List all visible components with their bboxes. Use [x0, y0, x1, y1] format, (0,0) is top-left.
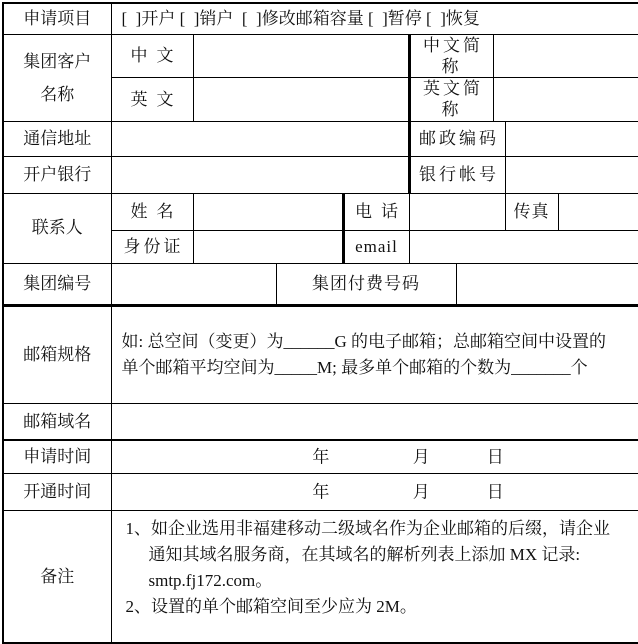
row-bank	[3, 156, 638, 193]
row-mailbox-domain	[3, 403, 638, 440]
bank-account-label: 银行帐号	[409, 156, 505, 193]
open-date-input-cell[interactable]	[111, 473, 638, 510]
postal-code-label: 邮政编码	[409, 121, 505, 156]
mailbox-spec-label: 邮箱规格	[3, 305, 111, 403]
row-group-number	[3, 263, 638, 305]
row-contact-name	[3, 193, 638, 230]
remarks-item1-line2: 通知其域名服务商，在其域名的解析列表上添加 MX 记录:	[112, 542, 638, 568]
contact-fax-input-cell[interactable]	[558, 193, 638, 230]
postal-code-input-cell[interactable]	[505, 121, 638, 156]
row-open-date	[3, 473, 638, 510]
remarks-item1-line3: smtp.fj172.com。	[112, 568, 638, 594]
mailbox-spec-text-cell[interactable]	[111, 305, 638, 403]
contact-phone-label: 电话	[343, 193, 409, 230]
group-customer-name-label-line1: 集团客户	[4, 45, 111, 78]
chinese-short-name-label: 中文简称	[409, 34, 493, 78]
contact-email-input-cell[interactable]	[409, 230, 638, 263]
remarks-item1-line1: 1、如企业选用非福建移动二级域名作为企业邮箱的后缀，请企业	[112, 516, 638, 542]
application-item-label: 申请项目	[3, 3, 111, 34]
application-form-table	[2, 2, 638, 644]
row-application-item	[3, 3, 638, 34]
contact-email-label: email	[343, 230, 409, 263]
apply-date-day-label: 日	[487, 446, 504, 467]
apply-date-input-cell[interactable]	[111, 440, 638, 473]
contact-name-label: 姓名	[111, 193, 193, 230]
mailbox-domain-input-cell[interactable]	[111, 403, 638, 440]
group-customer-name-label-line2: 名称	[4, 78, 111, 111]
row-apply-date	[3, 440, 638, 473]
group-payment-number-input-cell[interactable]	[456, 263, 638, 305]
row-group-name-chinese	[3, 34, 638, 78]
mailbox-domain-label: 邮箱域名	[3, 403, 111, 440]
contact-phone-input-cell[interactable]	[409, 193, 505, 230]
address-input-cell[interactable]	[111, 121, 409, 156]
open-date-day-label: 日	[487, 481, 504, 502]
contact-id-input-cell[interactable]	[193, 230, 343, 263]
row-remarks	[3, 510, 638, 643]
english-name-label: 英文	[111, 78, 193, 122]
application-item-checkbox-options[interactable]: [ ]开户 [ ]销户 [ ]修改邮箱容量 [ ]暂停 [ ]恢复	[111, 3, 638, 34]
contact-label: 联系人	[3, 193, 111, 263]
apply-date-month-label: 月	[413, 446, 430, 467]
remarks-text-cell	[111, 510, 638, 643]
bank-account-input-cell[interactable]	[505, 156, 638, 193]
apply-date-label: 申请时间	[3, 440, 111, 473]
group-number-label: 集团编号	[3, 263, 111, 305]
group-payment-number-label: 集团付费号码	[276, 263, 456, 305]
chinese-name-input-cell[interactable]	[193, 34, 409, 78]
english-name-input-cell[interactable]	[193, 78, 409, 122]
english-short-name-label: 英文简称	[409, 78, 493, 122]
bank-label: 开户银行	[3, 156, 111, 193]
open-date-label: 开通时间	[3, 473, 111, 510]
chinese-short-name-input-cell[interactable]	[493, 34, 638, 78]
chinese-name-label: 中文	[111, 34, 193, 78]
open-date-year-label: 年	[312, 481, 329, 502]
bank-input-cell[interactable]	[111, 156, 409, 193]
english-short-name-input-cell[interactable]	[493, 78, 638, 122]
open-date-month-label: 月	[413, 481, 430, 502]
row-mailbox-spec	[3, 305, 638, 403]
remarks-item2: 2、设置的单个邮箱空间至少应为 2M。	[112, 594, 638, 620]
mailbox-spec-line2: 单个邮箱平均空间为_____M; 最多单个邮箱的个数为_______个	[122, 355, 635, 381]
mailbox-spec-line1: 如: 总空间（变更）为______G 的电子邮箱；总邮箱空间中设置的	[122, 329, 635, 355]
group-customer-name-label	[3, 34, 111, 121]
contact-fax-label: 传真	[505, 193, 558, 230]
apply-date-year-label: 年	[312, 446, 329, 467]
contact-id-label: 身份证	[111, 230, 193, 263]
remarks-label: 备注	[3, 510, 111, 643]
contact-name-input-cell[interactable]	[193, 193, 343, 230]
row-address	[3, 121, 638, 156]
address-label: 通信地址	[3, 121, 111, 156]
group-number-input-cell[interactable]	[111, 263, 276, 305]
